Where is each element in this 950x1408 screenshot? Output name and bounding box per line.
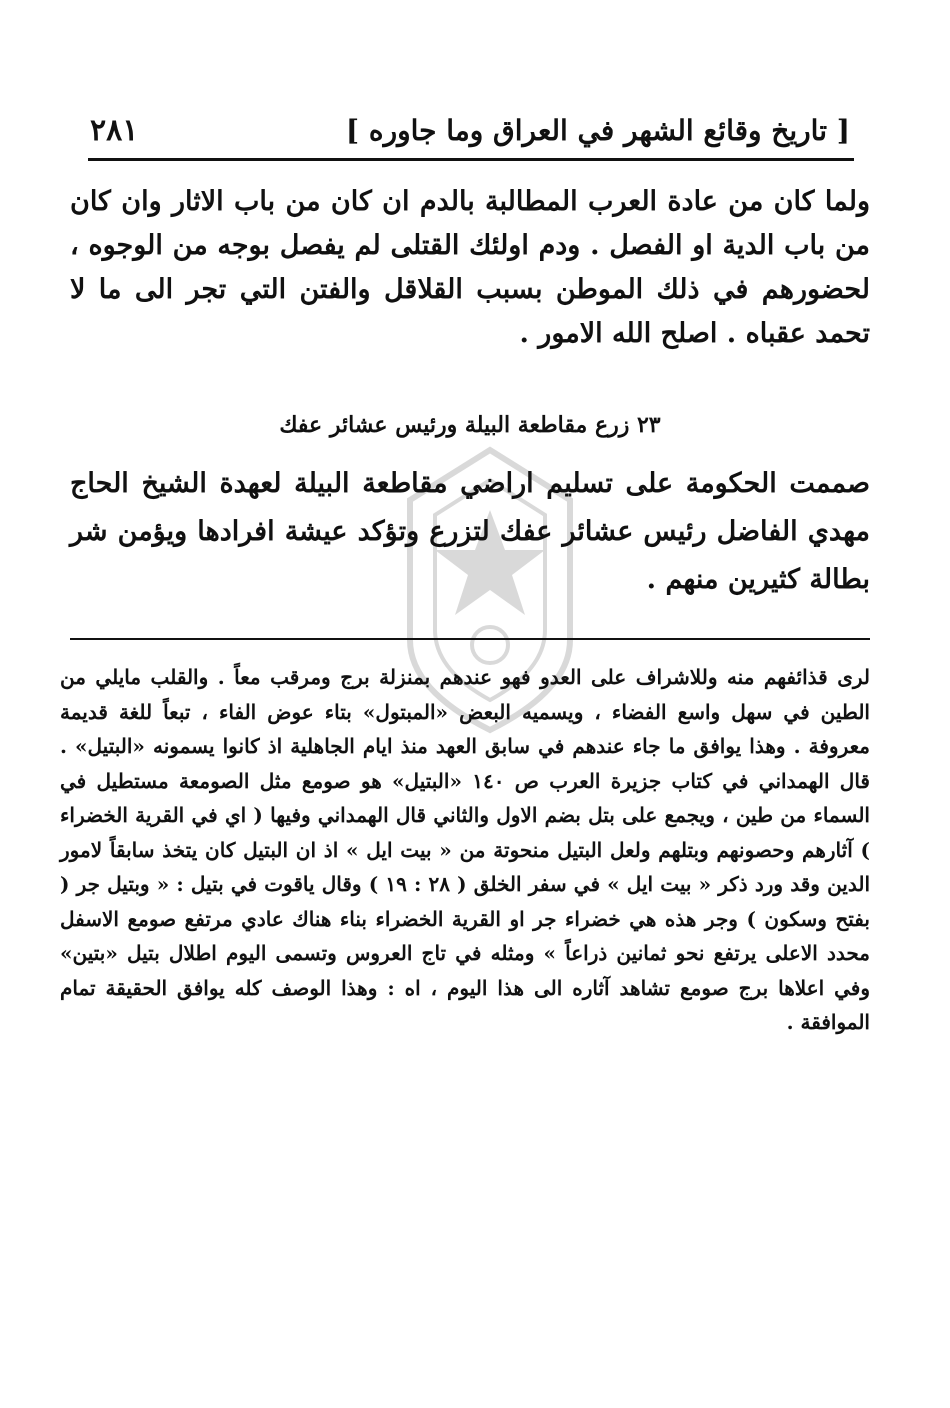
main-paragraph — [70, 180, 870, 356]
page-header — [90, 100, 850, 160]
section-paragraph-text: صممت الحكومة على تسليم اراضي مقاطعة البيلة لعهدة الشيخ الحاج مهدي الفاضل رئيس عشائر عفك لتزرع وتؤكد عيشة افرادها ويؤمن شر بطالة كثيرين منهم . — [70, 468, 870, 595]
page-number: ٢٨١ — [90, 112, 139, 148]
section-heading: ٢٣ زرع مقاطعة البيلة ورئيس عشائر عفك — [279, 412, 661, 438]
main-paragraph-text: ولما كان من عادة العرب المطالبة بالدم ان كان من باب الاثار وان كان من باب الدية او الفصل . ودم اولئك القتلى لم يفصل بوجه من الوجوه ، لحضورهم في ذلك الموطن بسبب القلاقل والفتن التي تجر الى ما لا تحمد عقباه . اصلح الله الامور . — [70, 186, 870, 349]
footnote-text: لرى قذائفهم منه وللاشراف على العدو فهو عندهم بمنزلة برج ومرقب معاً . والقلب مايلي من الطين في سهل واسع الفضاء ، ويسميه البعض «المبتول» بتاء عوض الفاء ، تبعاً للغة قديمة معروفة . وهذا يوافق ما جاء عندهم في سابق العهد منذ ايام الجاهلية اذ كانوا يسمونه «البتيل» . قال الهمداني في كتاب جزيرة العرب ص ١٤٠ «البتيل» هو صومع مثل الصومعة مستطيل في السماء من طين ، ويجمع على بتل بضم الاول والثاني قال الهمداني وفيها ( اي في القرية الخضراء ) آثارهم وحصونهم وبتلهم ولعل البتيل منحوتة من « بيت ايل » اذ ان البتيل كان يتخذ سابقاً لامور الدين وقد ورد ذكر « بيت ايل » في سفر الخلق ( ٢٨ : ١٩ ) وقال ياقوت في بتيل : « وبتيل جر ( بفتح وسكون ) وجر هذه هي خضراء جر او القرية الخضراء بناء هناك عادي مرتفع صومع الاسفل محدد الاعلى يرتفع نحو ثمانين ذراعاً » ومثله في تاج العروس وتسمى اليوم اطلال بتيل «بتين» وفي اعلاها برج صومع تشاهد آثاره الى هذا اليوم ، اه : وهذا الوصف كله يوافق الحقيقة تمام الموافقة . — [60, 665, 871, 1034]
footnote — [60, 660, 870, 1040]
footnote-rule — [70, 638, 870, 640]
section-paragraph — [70, 460, 870, 604]
header-rule — [88, 158, 854, 161]
running-title: [ تاريخ وقائع الشهر في العراق وما جاوره ] — [345, 113, 850, 147]
